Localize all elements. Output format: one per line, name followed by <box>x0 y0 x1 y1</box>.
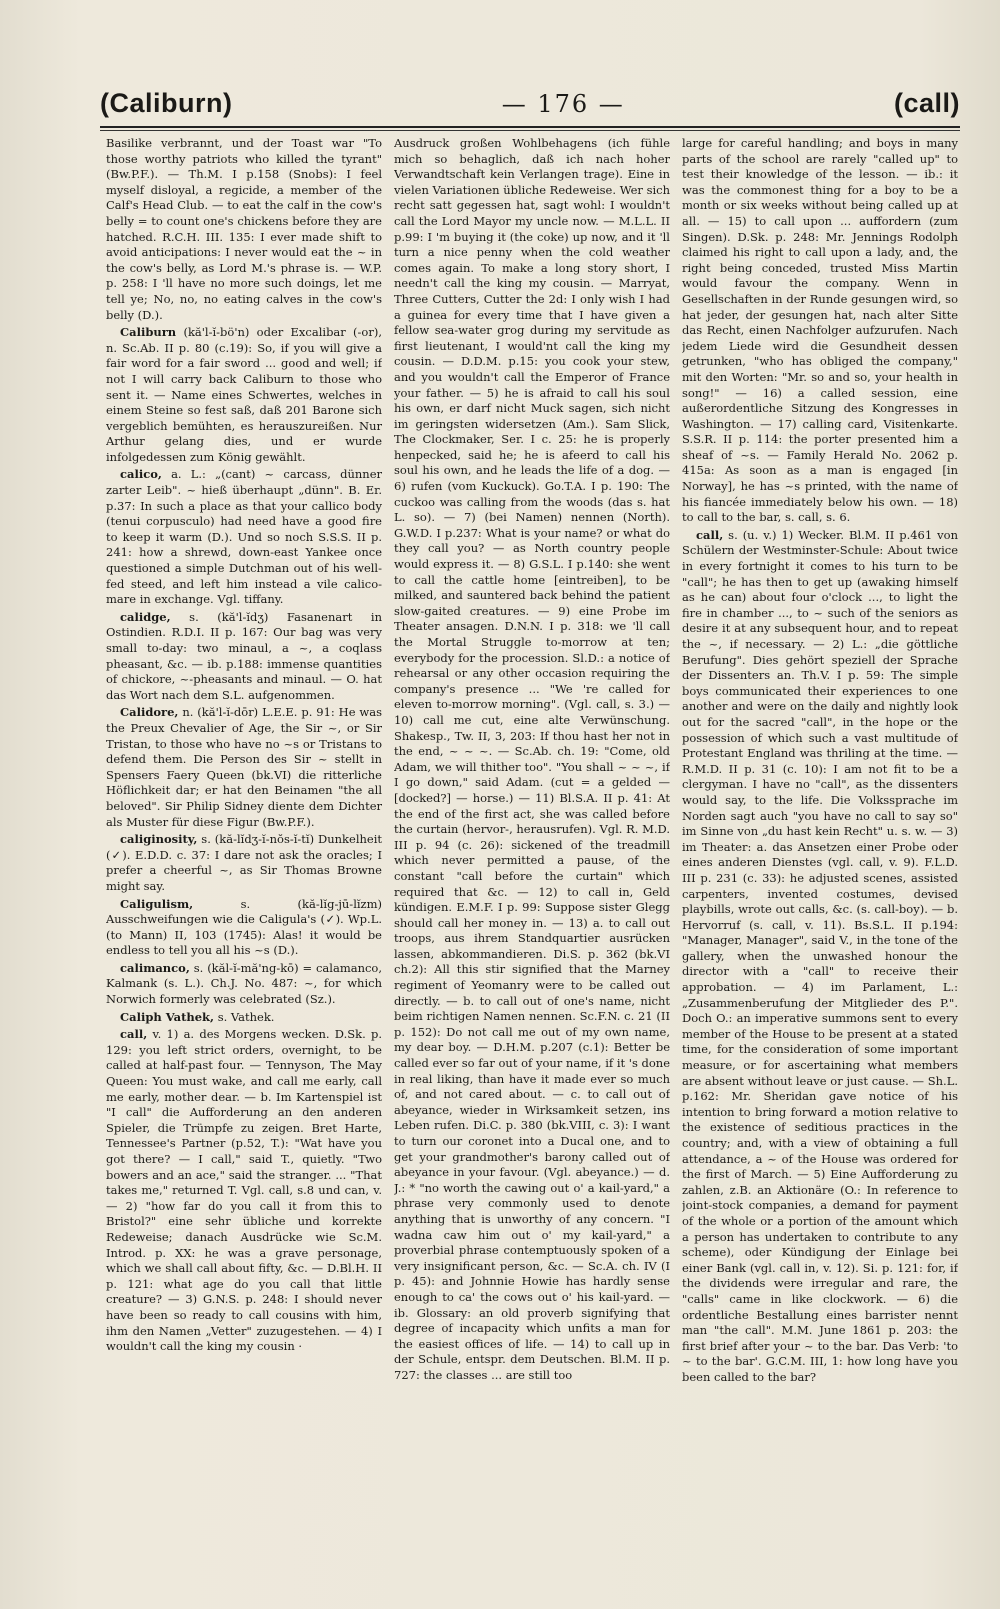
entry-headword: Caligulism, <box>120 896 194 911</box>
header-left-catchword: (Caliburn) <box>100 88 233 118</box>
entry-text: (kă'l-ĭ-bö'n) oder Excalibar (-or), n. Sc.Ab. II p. 80 (c.19): So, if you will give a fair word for a fair sword ... good and well; if not I will carry back Caliburn to those who sent it. — Name eines Schwertes, welches in einem Steine so fest saß, daß 201 Barone sich vergeblich bemühten, es herauszureißen. Nur Arthur gelang dies, und er wurde infolgedessen zum König gewählt. <box>106 325 382 464</box>
column-left <box>106 136 382 1596</box>
header-rule-thin <box>100 130 960 131</box>
entry-text: a. L.: „(cant) ~ carcass, dünner zarter Leib". ~ hieß überhaupt „dünn". B. Er. p.37: In such a place as that your callico body (tenui corpusculo) had need have a good fire to keep it warm (D.). Und so noch S.S.S. II p. 241: how a shrewd, down-east Yankee once questioned a simple Dutchman out of his well-fed steed, and left him instead a vile calico-mare in exchange. Vgl. tiffany. <box>106 467 382 607</box>
entry-text: n. (kă'l-ĭ-dōr) L.E.E. p. 91: He was the Preux Chevalier of Age, the Sir ~, or Sir Tristan, to those who have no ~s or Tristans to defend them. Die Person des Sir ~ stellt in Spensers Faery Queen (bk.VI) die ritterliche Höflichkeit dar; er hat den Beinamen "the all beloved". Sir Philip Sidney diente dem Dichter als Muster für diese Figur (Bw.P.F.). <box>106 705 382 829</box>
entry-continuation <box>106 136 382 323</box>
dictionary-entry <box>106 1027 382 1354</box>
page-number: — 176 — <box>501 90 625 118</box>
dictionary-entry <box>106 832 382 894</box>
entry-headword: Caliburn <box>120 325 177 340</box>
column-middle <box>394 136 670 1596</box>
entry-headword: Calidore, <box>120 705 179 720</box>
entry-headword: calico, <box>120 467 162 482</box>
dictionary-entry <box>106 705 382 830</box>
entry-headword: call, <box>120 1027 148 1042</box>
entry-continuation <box>682 136 958 526</box>
dictionary-entry <box>682 528 958 1386</box>
entry-text: s. (kăl-ĭ-mă'ng-kō) = calamanco, Kalmank (s. L.). Ch.J. No. 487: ~, for which Norwich formerly was celebrated (Sz.). <box>106 960 382 1007</box>
entry-headword: calidge, <box>120 609 171 624</box>
entry-headword: call, <box>696 527 724 542</box>
entry-text: s. (kă'l-ĭdʒ) Fasanenart in Ostindien. R.D.I. II p. 167: Our bag was very small to-day: two minaul, a ~, a coqlass pheasant, &c. — ib. p.188: immense quantities of chickore, ~-pheasants and minaul. — O. hat das Wort nach dem S.L. aufgenommen. <box>106 609 382 702</box>
entry-text: s. (kă-lĭg-jū-lĭzm) Ausschweifungen wie die Caligula's (✓). Wp.L. (to Mann) II, 103 (1745): Alas! it would be endless to tell you all his ~s (D.). <box>106 896 382 958</box>
entry-text: v. 1) a. des Morgens wecken. D.Sk. p. 129: you left strict orders, overnight, to be called at half-past four. — Tennyson, The May Queen: You must wake, and call me early, call me early, mother dear. — b. Im Kartenspiel ist "I call" die Aufforderung an den anderen Spieler, die Trümpfe zu zeigen. Bret Harte, Tennessee's Partner (p.52, T.): "Wat have you got there? — I call," said T., quietly. "Two bowers and an ace," said the stranger. ... "That takes me," returned T. Vgl. call, s.8 und can, v. — 2) "how far do you call it from this to Bristol?" eine sehr übliche und korrekte Redeweise; danach Ausdrücke wie Sc.M. Introd. p. XX: he was a grave personage, which we shall call about fifty, &c. — D.Bl.H. II p. 121: what age do you call that little creature? — 3) G.N.S. p. 248: I should never have been so ready to call cousins with him, ihm den Namen „Vetter" zuzugestehen. — 4) I wouldn't call the king my cousin · <box>106 1027 382 1354</box>
dictionary-entry <box>106 610 382 704</box>
entry-headword: Caliph Vathek, <box>120 1009 215 1024</box>
header-right-catchword: (call) <box>893 88 960 118</box>
dictionary-entry <box>106 1010 382 1026</box>
entry-text: s. (u. v.) 1) Wecker. Bl.M. II p.461 von Schülern der Westminster-Schule: About twice in every fortnight it comes to his turn to be "call"; he has then to get up (awaking himself as he can) about four o'clock ..., to light the fire in chamber ..., to ~ such of the seniors as desire it at any subsequent hour, and to repeat the ~, if necessary. — 2) L.: „die göttliche Berufung". Dies gehört speziell der Sprache der Dissenters an. Th.V. I p. 59: The simple boys communicated their experiences to one another and were on the daily and nightly look out for the sacred "call", in the hope or the possession of which such a vast multitude of Protestant England was thriling at the time. — R.M.D. II p. 31 (c. 10): I am not fit to be a clergyman. I have no "call", as the dissenters would say, to the life. Die Volkssprache im Norden sagt auch "you have no call to say so" im Sinne von „du hast kein Recht" u. s. w. — 3) im Theater: a. das Ansetzen einer Probe oder eines anderen Dienstes (vgl. call, v. 9). F.L.D. III p. 231 (c. 33): he adjusted scenes, assisted carpenters, invented costumes, devised playbills, wrote out calls, &c. (s. call-boy). — b. Hervorruf (s. call, v. 11). Bs.S.L. II p.194: "Manager, Manager", said V., in the tone of the gallery, when the unwashed honour the director with a "call" to receive their approbation. — 4) im Parlament, L.: „Zusammenberufung der Mitglieder des P.". Doch O.: an imperative summons sent to every member of the House to be present at a stated time, for the consideration of some important measure, or for ascertaining what members are absent without leave or just cause. — Sh.L. p.162: Mr. Sheridan gave notice of his intention to bring forward a motion relative to the existence of seditious practices in the country; and, with a view of obtaining a full attendance, a ~ of the House was ordered for the first of March. — 5) Eine Aufforderung zu zahlen, z.B. an Aktionäre (O.: In reference to joint-stock companies, a demand for payment of the whole or a portion of the amount which a person has undertaken to contribute to any scheme), oder Kündigung der Einlage bei einer Bank (vgl. call in, v. 12). Si. p. 121: for, if the dividends were irregular and rare, the "calls" came in like clockwork. — 6) die ordentliche Bestallung eines barrister nennt man "the call". M.M. June 1861 p. 203: the first brief after your ~ to the bar. Das Verb: 'to ~ to the bar'. G.C.M. III, 1: how long have you been called to the bar? <box>682 527 958 1384</box>
dictionary-entry <box>106 467 382 607</box>
entry-text: s. (kă-lĭdʒ-ĭ-nŏs-ĭ-tĭ) Dunkelheit (✓). E.D.D. c. 37: I dare not ask the oracles; I prefer a cheerful ~, as Sir Thomas Browne might say. <box>106 832 382 893</box>
header-rule <box>100 126 960 128</box>
entry-continuation <box>394 136 670 1384</box>
dictionary-entry <box>106 961 382 1008</box>
entry-headword: calimanco, <box>120 960 190 975</box>
entry-text: large for careful handling; and boys in many parts of the school are rarely "called up" to test their knowledge of the lesson. — ib.: it was the commonest thing for a boy to be a month or six weeks without being called up at all. — 15) to call upon ... auffordern (zum Singen). D.Sk. p. 248: Mr. Jennings Rodolph claimed his right to call upon a lady, and, the right being conceded, trusted Miss Martin would favour the company. Wenn in Gesellschaften in der Runde gesungen wird, so hat jeder, der gesungen hat, nach alter Sitte das Recht, einen Nachfolger aufzurufen. Nach jedem Liede wird die Gesundheit dessen getrunken, "who has obliged the company," mit den Worten: "Mr. so and so, your health in song!" — 16) a called session, eine außerordentliche Sitzung des Kongresses in Washington. — 17) calling card, Visitenkarte. S.S.R. II p. 114: the porter presented him a sheaf of ~s. — Family Herald No. 2062 p. 415a: As soon as a man is engaged [in Norway], he has ~s printed, with the name of his fiancée immediately below his own. — 18) to call to the bar, s. call, s. 6. <box>682 136 958 525</box>
text-columns <box>106 136 958 1596</box>
entry-text: s. Vathek. <box>217 1009 275 1024</box>
entry-text: Basilike verbrannt, und der Toast war "To those worthy patriots who killed the tyrant" (Bw.P.F.). — Th.M. I p.158 (Snobs): I feel myself disloyal, a regicide, a member of the Calf's Head Club. — to eat the calf in the cow's belly = to count one's chickens before they are hatched. R.C.H. III. 135: I ever made shift to avoid anticipations: I never would eat the ~ in the cow's belly, as Lord M.'s phrase is. — W.P. p. 258: I 'll have no more such doings, let me tell ye; No, no, no eating calves in the cow's belly (D.). <box>106 136 382 322</box>
column-right <box>682 136 958 1596</box>
entry-headword: caliginosity, <box>120 832 198 847</box>
entry-text: Ausdruck großen Wohlbehagens (ich fühle mich so behaglich, daß ich nach hoher Verwandtschaft kein Verlangen trage). Eine in vielen Variationen übliche Redeweise. Wer sich recht satt gegessen hat, sagt wohl: I wouldn't call the Lord Mayor my uncle now. — M.L.L. II p.99: I 'm buying it (the coke) up now, and it 'll turn a nice penny when the cold weather comes again. To make a long story short, I needn't call the king my cousin. — Marryat, Three Cutters, Cutter the 2d: I only wish I had a guinea for every time that I have given a fellow sea-water grog during my servitude as first lieutenant, I would'nt call the king my cousin. — D.D.M. p.15: you cook your stew, and you wouldn't call the Emperor of France your father. — 5) he is afraid to call his soul his own, er darf nicht Muck sagen, sich nicht im geringsten widersetzen (Am.). Sam Slick, The Clockmaker, Ser. I c. 25: he is properly henpecked, said he; he is afeerd to call his soul his own, and he leads the life of a dog. — 6) rufen (vom Kuckuck). Go.T.A. I p. 190: The cuckoo was calling from the woods (das s. hat L. so). — 7) (bei Namen) nennen (North). G.W.D. I p.237: What is your name? or what do they call you? — as North country people would express it. — 8) G.S.L. I p.140: she went to call the cattle home [eintreiben], to be milked, and sauntered back behind the patient slow-gaited creatures. — 9) eine Probe im Theater ansagen. D.N.N. I p. 318: we 'll call the Mortal Struggle to-morrow at ten; everybody for the procession. Sl.D.: a notice of rehearsal or any other occasion requiring the company's presence ... "We 're called for eleven to-morrow morning". (Vgl. call, s. 3.) — 10) call me cut, eine alte Verwünschung. Shakesp., Tw. II, 3, 203: If thou hast her not in the end, ~ ~ ~. — Sc.Ab. ch. 19: "Come, old Adam, we will thither too". "You shall ~ ~ ~, if I go down," said Adam. (cut = a gelded — [docked?] — horse.) — 11) Bl.S.A. II p. 41: At the end of the first act, she was called before the curtain (hervor-, herausrufen). Vgl. R. M.D. III p. 94 (c. 26): sickened of the treadmill which never permitted a pause, of the constant "call before the curtain" which required that &c. — 12) to call in, Geld kündigen. E.M.F. I p. 99: Suppose sister Glegg should call her money in. — 13) a. to call out troops, aus ihrem Standquartier ausrücken lassen, abkommandieren. Di.S. p. 362 (bk.VI ch.2): All this stir signified that the Marney regiment of Yeomanry were to be called out directly. — b. to call out of one's name, nicht beim richtigen Namen nennen. Sc.F.N. c. 21 (II p. 152): Do not call me out of my own name, my dear boy. — D.H.M. p.207 (c.1): Better be called ever so far out of your name, if it 's done in real liking, than have it made ever so much of, and not cared about. — c. to call out of abeyance, wieder in Wirksamkeit setzen, ins Leben rufen. Di.C. p. 380 (bk.VIII, c. 3): I want to turn our coronet into a Ducal one, and to get your grandmother's barony called out of abeyance in your favour. (Vgl. abeyance.) — d. J.: * "no worth the cawing out o' a kail-yard," a phrase very commonly used to denote anything that is unworthy of any concern. "I wadna caw him out o' my kail-yard," a proverbial phrase contemptuously spoken of a very insignificant person, &c. — Sc.A. ch. IV (I p. 45): and Johnnie Howie has hardly sense enough to ca' the cows out o' his kail-yard. — ib. Glossary: an old proverb signifying that degree of incapacity which unfits a man for the easiest offices of life. — 14) to call up in der Schule, entspr. dem Deutschen. Bl.M. II p. 727: the classes ... are still too <box>394 136 670 1382</box>
dictionary-entry <box>106 325 382 465</box>
page-header <box>100 88 960 128</box>
dictionary-entry <box>106 897 382 959</box>
